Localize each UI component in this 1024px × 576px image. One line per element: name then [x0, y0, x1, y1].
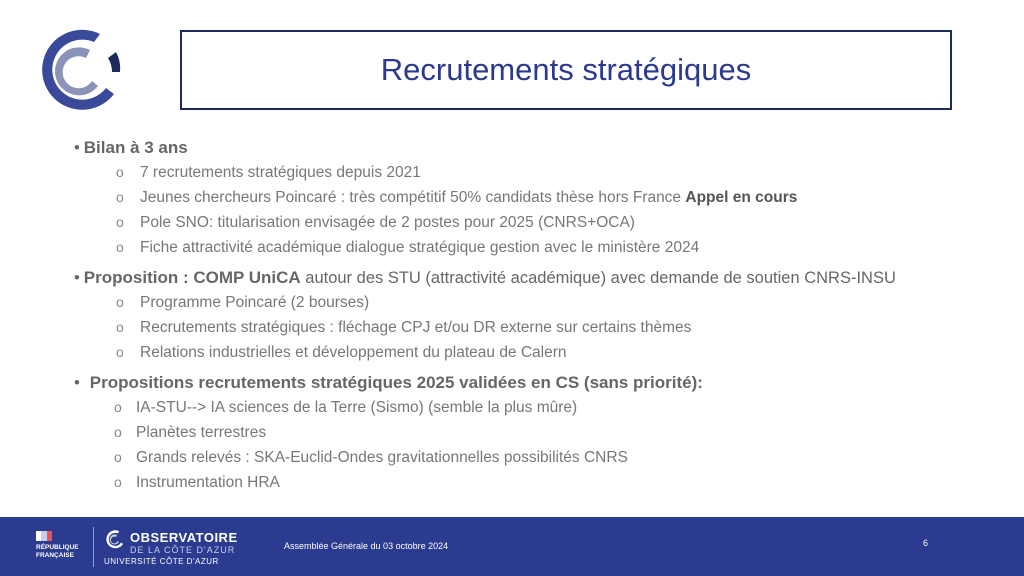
list-item: o IA-STU--> IA sciences de la Terre (Sismo) (semble la plus mûre) — [74, 395, 1014, 420]
section-heading: Bilan à 3 ans — [83, 138, 188, 157]
oca-subtitle: DE LA CÔTE D'AZUR — [130, 545, 236, 555]
section-heading-rest: autour des STU (attractivité académique) avec demande de soutien CNRS-INSU — [300, 269, 896, 287]
section-proposition-list — [74, 290, 1014, 365]
list-item: o Planètes terrestres — [74, 420, 1014, 445]
circle-bullet-icon: o — [116, 164, 124, 180]
oca-name: OBSERVATOIRE — [130, 530, 238, 545]
title-box — [180, 30, 952, 110]
section-heading: Propositions recrutements stratégiques 2025 validées en CS (sans priorité): — [89, 373, 703, 392]
slide-title: Recrutements stratégiques — [380, 52, 752, 87]
oca-logo — [28, 28, 128, 112]
list-item: o Recrutements stratégiques : fléchage CPJ et/ou DR externe sur certains thèmes — [74, 315, 1014, 340]
footer-bar — [0, 517, 1024, 576]
french-flag-icon — [36, 531, 52, 541]
list-item: o Grands relevés : SKA-Euclid-Ondes gravitationnelles possibilités CNRS — [74, 445, 1014, 470]
republique-line-1: RÉPUBLIQUE — [36, 544, 79, 551]
footer-event-text: Assemblée Générale du 03 octobre 2024 — [284, 541, 449, 551]
bullet-icon: • — [74, 374, 80, 392]
circle-bullet-icon: o — [116, 239, 124, 255]
section-propositions-2025-list — [74, 395, 1014, 495]
appel-en-cours: Appel en cours — [685, 189, 798, 206]
slide-content — [74, 136, 1014, 495]
circle-bullet-icon: o — [116, 344, 124, 360]
oca-mark-icon — [104, 529, 126, 551]
bullet-icon: • — [74, 139, 80, 157]
list-item: o 7 recrutements stratégiques depuis 2021 — [74, 160, 1014, 185]
section-bilan — [74, 136, 1014, 160]
republique-francaise-logo — [36, 531, 84, 560]
circle-bullet-icon: o — [114, 399, 122, 415]
section-proposition — [74, 266, 1014, 290]
oca-university: UNIVERSITÉ CÔTE D'AZUR — [104, 557, 219, 566]
bullet-icon: • — [74, 269, 80, 287]
republique-line-2: FRANÇAISE — [36, 552, 74, 559]
circle-bullet-icon: o — [114, 474, 122, 490]
list-item: o Instrumentation HRA — [74, 470, 1014, 495]
circle-bullet-icon: o — [114, 424, 122, 440]
circle-bullet-icon: o — [116, 214, 124, 230]
circle-bullet-icon: o — [116, 319, 124, 335]
list-item: o Fiche attractivité académique dialogue stratégique gestion avec le ministère 2024 — [74, 235, 1014, 260]
circle-bullet-icon: o — [114, 449, 122, 465]
section-propositions-2025 — [74, 371, 1014, 395]
list-item: o Relations industrielles et développement du plateau de Calern — [74, 340, 1014, 365]
list-item: o Pole SNO: titularisation envisagée de 2 postes pour 2025 (CNRS+OCA) — [74, 210, 1014, 235]
section-heading: Proposition : COMP UniCA — [83, 268, 301, 287]
page-number: 6 — [923, 538, 929, 548]
list-item: o Jeunes chercheurs Poincaré : très compétitif 50% candidats thèse hors France Appel en cours — [74, 185, 1014, 210]
circle-bullet-icon: o — [116, 189, 124, 205]
list-item: o Programme Poincaré (2 bourses) — [74, 290, 1014, 315]
footer-separator — [93, 527, 94, 567]
section-bilan-list — [74, 160, 1014, 260]
circle-bullet-icon: o — [116, 294, 124, 310]
